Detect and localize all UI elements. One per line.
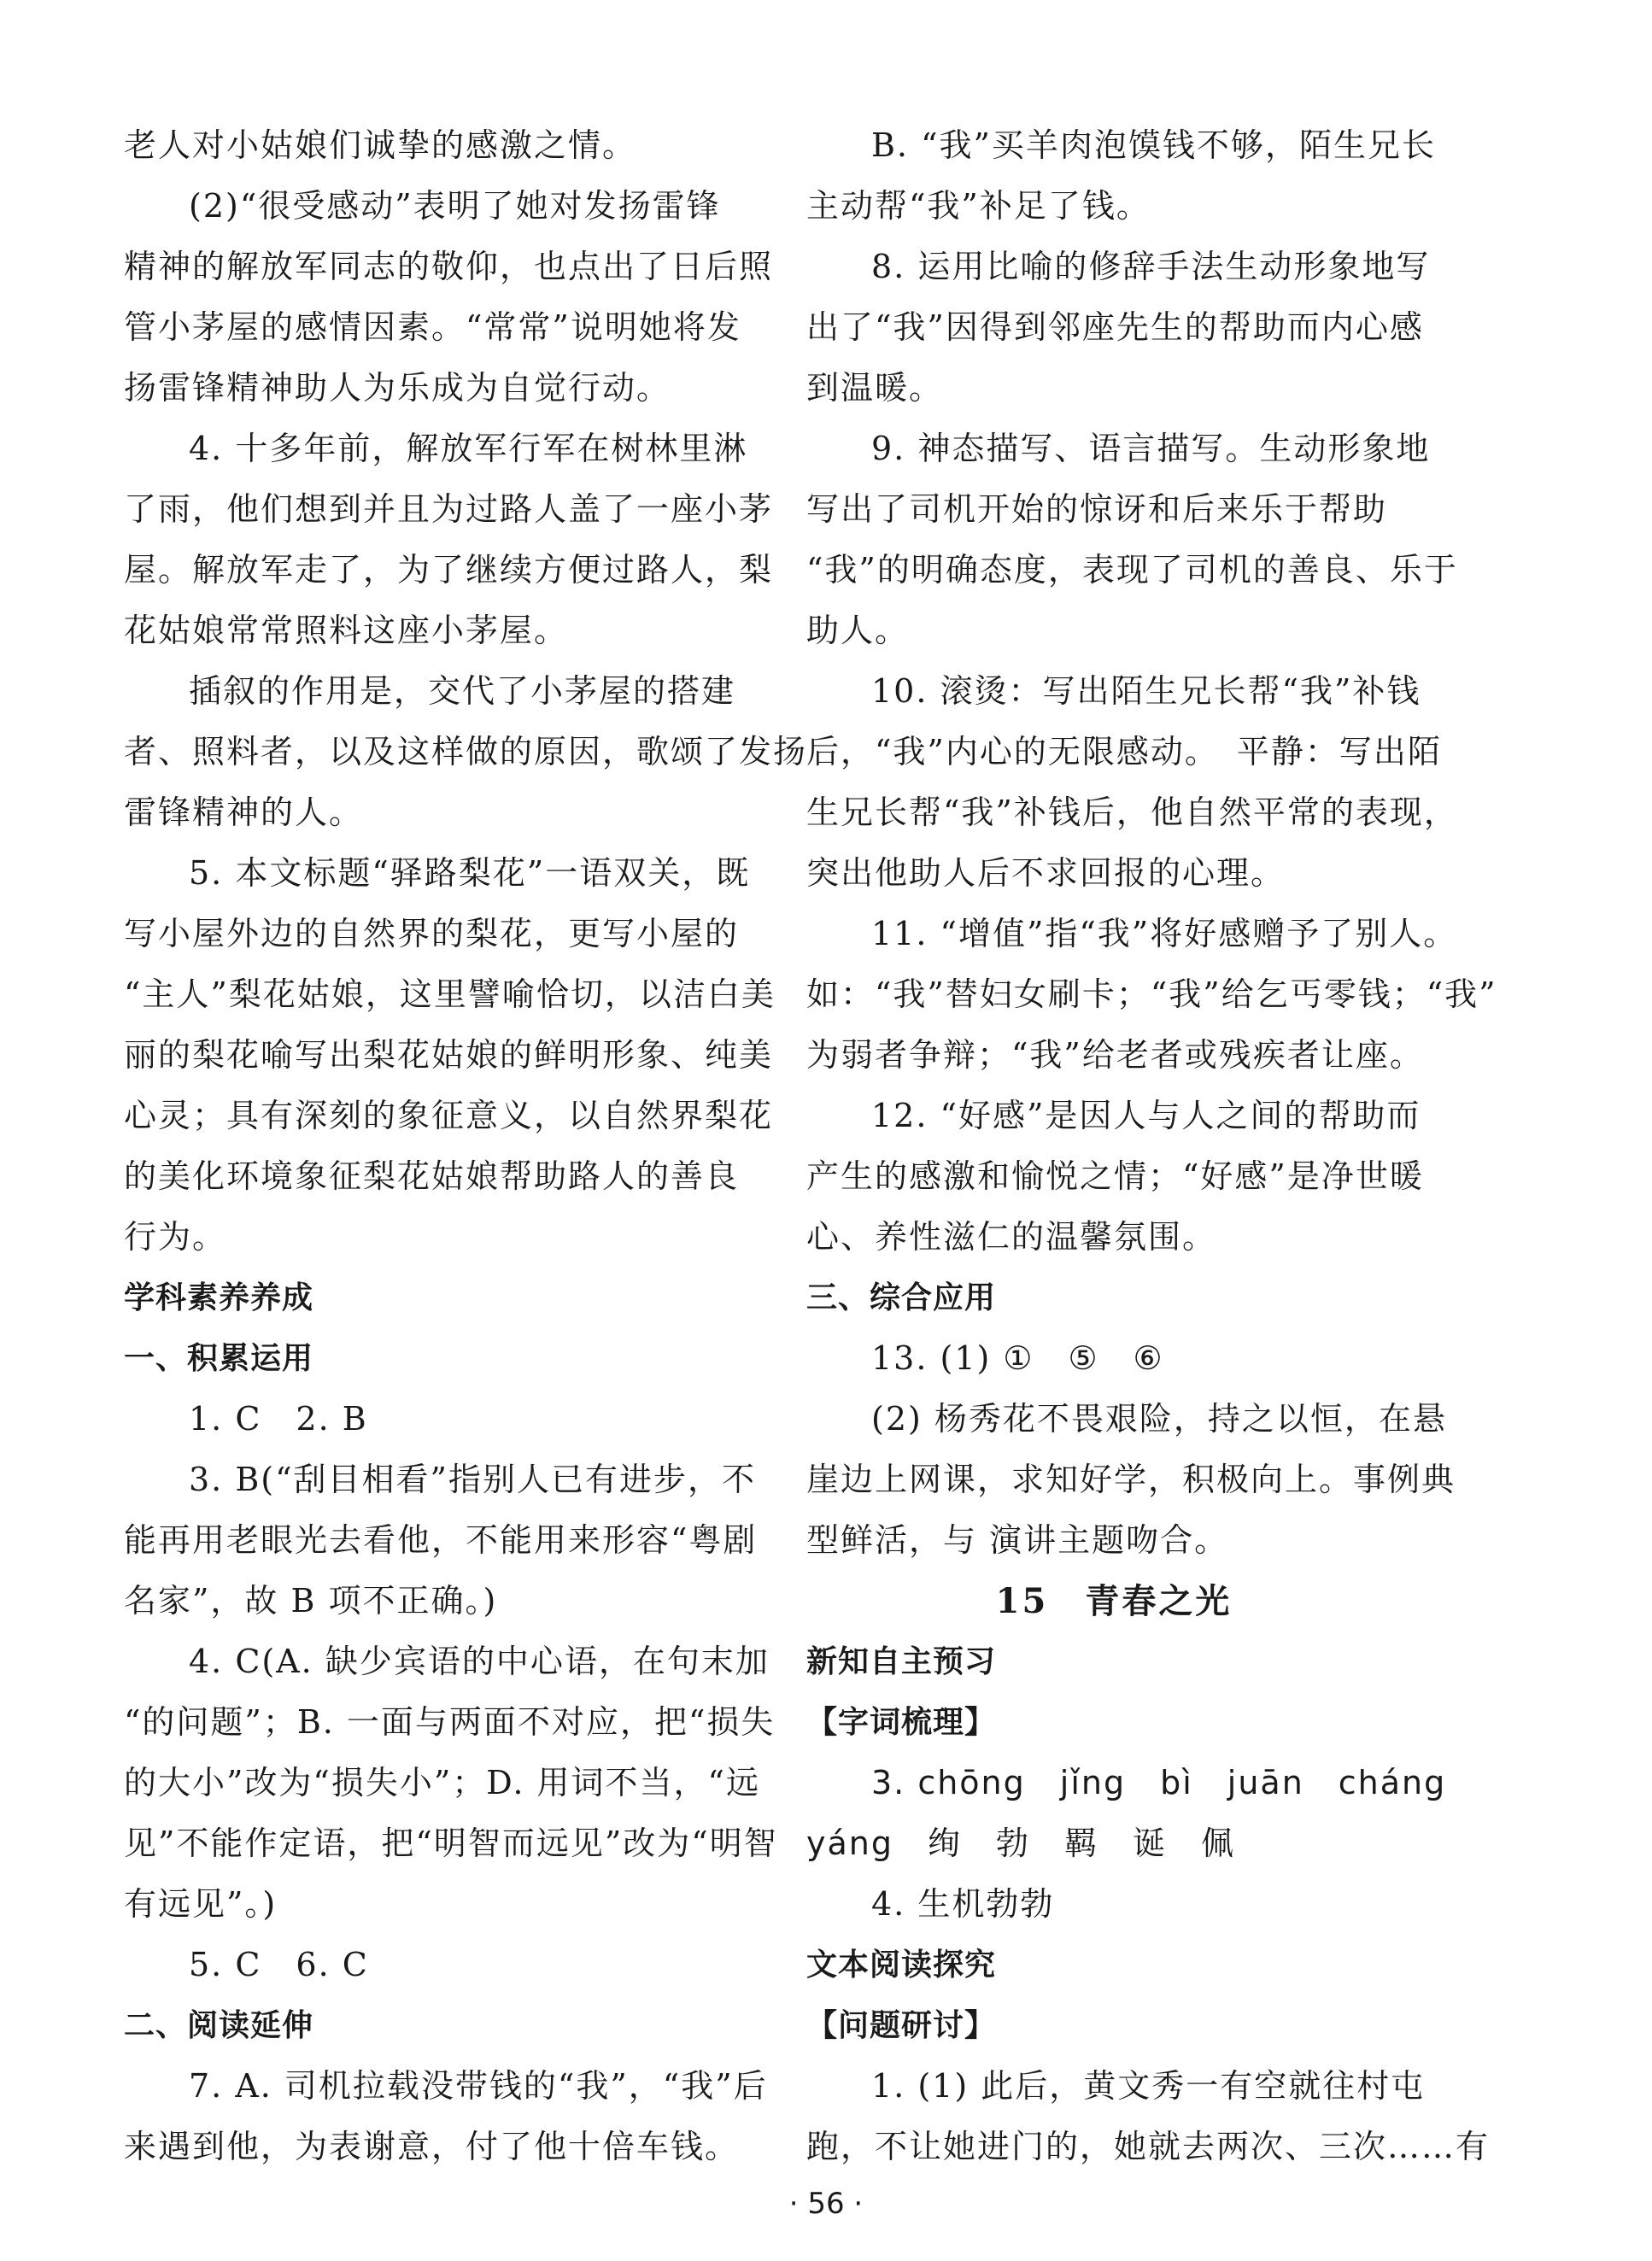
text-line: 的大小”改为“损失小”；D. 用词不当，“远	[124, 1764, 760, 1801]
text-line: 4. C(A. 缺少宾语的中心语，在句末加	[189, 1643, 770, 1680]
text-line: 13. (1) ① ⑤ ⑥	[871, 1339, 1164, 1377]
text-line: 见”不能作定语，把“明智而远见”改为“明智	[124, 1825, 778, 1862]
text-line: 心、养性滋仁的温馨氛围。	[806, 1218, 1217, 1256]
section-heading: 学科素养养成	[124, 1280, 314, 1315]
page-number: · 56 ·	[788, 2187, 864, 2221]
text-line: 9. 神态描写、语言描写。生动形象地	[871, 430, 1431, 467]
text-line: 老人对小姑娘们诚挚的感激之情。	[124, 126, 637, 164]
text-line: 如：“我”替妇女刷卡；“我”给乞丐零钱；“我”	[806, 975, 1497, 1013]
text-line: 1. C 2. B	[189, 1400, 368, 1438]
text-line: “的问题”；B. 一面与两面不对应，把“损失	[124, 1703, 776, 1741]
text-line: (2) 杨秀花不畏艰险，持之以恒，在悬	[871, 1400, 1447, 1438]
section-heading: 新知自主预习	[806, 1644, 997, 1679]
text-line: 4. 生机勃勃	[871, 1885, 1055, 1923]
left-column	[124, 115, 808, 2177]
text-line: 精神的解放军同志的敬仰，也点出了日后照	[124, 248, 774, 285]
text-line: 来遇到他，为表谢意，付了他十倍车钱。	[124, 2128, 740, 2165]
text-line: 崖边上网课，求知好学，积极向上。事例典	[806, 1461, 1456, 1498]
text-line: 扬雷锋精神助人为乐成为自觉行动。	[124, 369, 671, 407]
text-line: 的美化环境象征梨花姑娘帮助路人的善良	[124, 1157, 740, 1195]
text-line: 能再用老眼光去看他，不能用来形容“粤剧	[124, 1521, 758, 1559]
text-line: 到温暖。	[806, 369, 944, 407]
text-line: “我”的明确态度，表现了司机的善良、乐于	[806, 551, 1458, 589]
text-line: 7. A. 司机拉载没带钱的“我”，“我”后	[189, 2067, 768, 2105]
text-line: 花姑娘常常照料这座小茅屋。	[124, 612, 569, 649]
text-line: 突出他助人后不求回报的心理。	[806, 854, 1286, 892]
text-line: 屋。解放军走了，为了继续方便过路人，梨	[124, 551, 774, 589]
text-line: 5. C 6. C	[189, 1946, 369, 1983]
section-heading: 二、阅读延伸	[124, 2008, 314, 2043]
text-line: yáng 绚 勃 羁 诞 佩	[806, 1825, 1235, 1862]
text-line: 出了“我”因得到邻座先生的帮助而内心感	[806, 308, 1424, 346]
text-line: 后，“我”内心的无限感动。 平静：写出陌	[806, 733, 1442, 770]
text-line: 12. “好感”是因人与人之间的帮助而	[871, 1097, 1421, 1134]
section-heading: 【问题研讨】	[806, 2008, 997, 2043]
section-title: 15 青春之光	[995, 1581, 1233, 1621]
text-line: 4. 十多年前，解放军行军在树林里淋	[189, 430, 748, 467]
text-line: 助人。	[806, 612, 910, 649]
text-line: 名家”，故 B 项不正确。)	[124, 1582, 498, 1620]
section-heading: 文本阅读探究	[806, 1948, 997, 1983]
text-line: 了雨，他们想到并且为过路人盖了一座小茅	[124, 490, 774, 528]
text-line: 10. 滚烫：写出陌生兄长帮“我”补钱	[871, 672, 1421, 710]
text-line: 生兄长帮“我”补钱后，他自然平常的表现，	[806, 794, 1458, 831]
text-line: 插叙的作用是，交代了小茅屋的搭建	[189, 672, 736, 710]
text-line: 写小屋外边的自然界的梨花，更写小屋的	[124, 915, 740, 952]
text-line: 8. 运用比喻的修辞手法生动形象地写	[871, 248, 1431, 285]
text-line: 管小茅屋的感情因素。“常常”说明她将发	[124, 308, 741, 346]
text-line: 行为。	[124, 1218, 227, 1256]
text-line: 5. 本文标题“驿路梨花”一语双关，既	[189, 854, 751, 892]
text-line: 写出了司机开始的惊讶和后来乐于帮助	[806, 490, 1388, 528]
text-line: (2)“很受感动”表明了她对发扬雷锋	[189, 187, 721, 225]
section-heading: 一、积累运用	[124, 1341, 314, 1376]
text-line: 者、照料者，以及这样做的原因，歌颂了发扬	[124, 733, 808, 770]
text-line: 11. “增值”指“我”将好感赠予了别人。	[871, 915, 1458, 952]
text-line: 为弱者争辩；“我”给老者或残疾者让座。	[806, 1036, 1424, 1074]
text-line: 3. B(“刮目相看”指别人已有进步，不	[189, 1461, 756, 1498]
text-line: 型鲜活，与 演讲主题吻合。	[806, 1521, 1229, 1559]
text-line: “主人”梨花姑娘，这里譬喻恰切，以洁白美	[124, 975, 776, 1013]
text-line: 产生的感激和愉悦之情；“好感”是净世暖	[806, 1157, 1424, 1195]
text-line: 主动帮“我”补足了钱。	[806, 187, 1151, 225]
section-heading: 三、综合应用	[806, 1280, 997, 1315]
text-line: B. “我”买羊肉泡馍钱不够，陌生兄长	[871, 126, 1436, 164]
text-line: 跑，不让她进门的，她就去两次、三次……有	[806, 2128, 1491, 2165]
text-line: 丽的梨花喻写出梨花姑娘的鲜明形象、纯美	[124, 1036, 774, 1074]
section-heading: 【字词梳理】	[806, 1705, 997, 1740]
text-line: 3. chōng jǐng bì juān cháng	[871, 1764, 1447, 1801]
text-line: 心灵；具有深刻的象征意义，以自然界梨花	[124, 1097, 774, 1134]
right-column	[806, 115, 1497, 2177]
text-line: 雷锋精神的人。	[124, 794, 364, 831]
text-line: 有远见”。)	[124, 1885, 278, 1923]
text-line: 1. (1) 此后，黄文秀一有空就往村屯	[871, 2067, 1426, 2105]
